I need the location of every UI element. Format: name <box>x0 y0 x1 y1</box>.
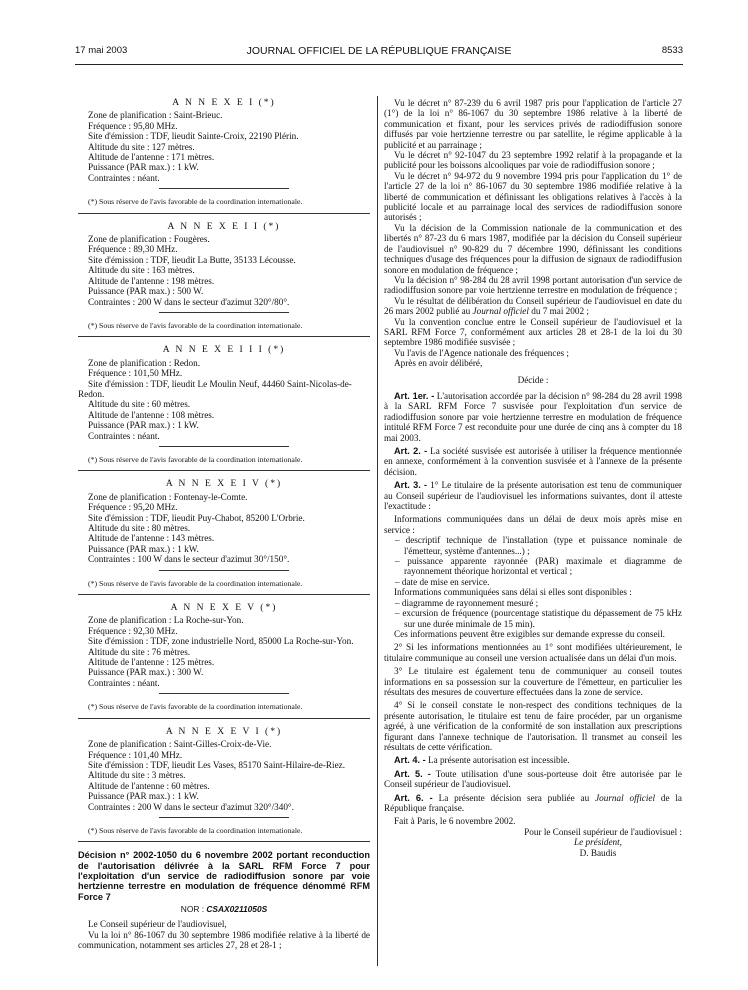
annex-line: Site d'émission : TDF, lieudit Les Vases, 85170 Saint-Hilaire-de-Riez. <box>88 759 346 770</box>
bullet-item: – descriptif technique de l'installation (type et puissance nominale de l'émetteur, système d'antennes...) ; <box>395 535 682 556</box>
article-4 <box>384 755 682 765</box>
article-2-text: La société susvisée est autorisée à utiliser la fréquence mentionnée en annexe, conformément à la convention susvisée et à l'annexe de la présente décision. <box>384 446 683 477</box>
article-6 <box>384 793 682 814</box>
vu-paragraph: Vu l'avis de l'Agence nationale des fréquences ; <box>394 347 569 358</box>
section-rule <box>78 841 370 842</box>
article-6-label: Art. 6. - <box>394 792 433 803</box>
annex-line: Contraintes : 200 W dans le secteur d'azimut 320°/80°. <box>88 296 290 307</box>
annex-line: Site d'émission : TDF, zone industrielle Nord, 85000 La Roche-sur-Yon. <box>88 636 354 647</box>
bullet-list-available <box>384 598 682 629</box>
annex-line: Fréquence : 101,50 MHz. <box>88 368 183 379</box>
vu-paragraph: Après en avoir délibéré, <box>394 358 483 369</box>
annex-line: Fréquence : 89,30 MHz. <box>88 244 178 255</box>
annex-line: Zone de planification : Redon. <box>88 357 201 368</box>
annex-rule <box>159 446 289 447</box>
vu-list <box>384 98 682 296</box>
annex-line: Altitude du site : 76 mètres. <box>88 646 191 657</box>
page-header <box>75 45 683 63</box>
annex-line: Fréquence : 101,40 MHz. <box>88 749 183 760</box>
annex-block <box>78 603 370 719</box>
bullet-item: – date de mise en service. <box>395 576 490 587</box>
signature-role: Le président, <box>574 837 622 848</box>
bullet-item: – excursion de fréquence (pourcentage statistique du dépassement de 75 kHz sur une durée minimale de 15 min). <box>395 608 682 629</box>
annex-line: Contraintes : néant. <box>88 677 160 688</box>
article-2-label: Art. 2. - <box>394 446 428 456</box>
annex-line: Contraintes : néant. <box>88 172 160 183</box>
annex-note: (*) Sous réserve de l'avis favorable de la coordination internationale. <box>88 702 303 712</box>
annex-line: Altitude de l'antenne : 143 mètres. <box>88 533 215 544</box>
annex-line: Altitude du site : 127 mètres. <box>88 141 195 152</box>
article-2 <box>384 446 682 477</box>
annex-line: Puissance (PAR max.) : 1 kW. <box>88 420 199 431</box>
article-4-label: Art. 4. - <box>394 755 426 766</box>
annex-rule <box>159 693 289 694</box>
vu-deliberation-date: du 7 mai 2002 ; <box>528 306 589 317</box>
annex-line: Puissance (PAR max.) : 1 kW. <box>88 543 199 554</box>
article-5-text: Toute utilisation d'une sous-porteuse doit être autorisée par le Conseil supérieur de l'audiovisuel. <box>384 768 682 790</box>
annex-block <box>78 222 370 338</box>
journal-officiel-ref: Journal officiel <box>472 306 529 317</box>
annex-line: Zone de planification : La Roche-sur-Yon. <box>88 615 244 626</box>
column-divider <box>377 96 378 966</box>
decision-title: Décision n° 2002-1050 du 6 novembre 2002 portant reconduction de l'autorisation délivrée à la SARL RFM Force 7 pour l'exploitation d'un service de radiodiffusion sonore par voie hertzienne terrestre en modulation de fréquence dénommé RFM Force 7 <box>78 850 370 902</box>
annex-line: Site d'émission : TDF, lieudit La Butte, 35133 Lécousse. <box>88 254 296 265</box>
annex-separator <box>78 213 370 214</box>
annex-line: Puissance (PAR max.) : 1 kW. <box>88 791 199 802</box>
article-1-text: L'autorisation accordée par la décision n° 98-284 du 28 avril 1998 à la SARL RFM Force 7 susvisée pour l'exploitation d'un service de radiodiffusion sonore par voie hertzienne terrestre en modulation de fréquence intitulé RFM Force 7 est reconduite pour une durée de cinq ans à compter du 18 mai 2003. <box>384 390 682 443</box>
annex-rule <box>159 312 289 313</box>
annex-line: Fréquence : 95,80 MHz. <box>88 120 178 131</box>
decide-heading: Décide : <box>517 374 549 385</box>
vu-paragraph: Vu le décret n° 94-972 du 9 novembre 1994 pris pour l'application du 1° de l'article 27 de la loi n° 86-1067 du 30 septembre 1986 modifiée relative à la liberté de communication et définissant les obligations relatives à l'accès à la publicité locale et au parrainage local des services de radiodiffusion sonore autorisés ; <box>384 170 682 223</box>
bullet-list-launch <box>384 535 682 587</box>
bullet-item: – diagramme de rayonnement mesuré ; <box>395 597 539 608</box>
vu-paragraph: Vu la décision de la Commission nationale de la communication et des libertés n° 87-23 du 6 mars 1987, modifiée par la décision du Conseil supérieur de l'audiovisuel n° 90-829 du 7 décembre 1990, définissant les conditions techniques d'usage des fréquences pour la diffusion de signaux de radiodiffusion sonore en modulation de fréquence ; <box>384 222 682 275</box>
annex-title: A N N E X E I V (*) <box>165 479 283 490</box>
annex-rule <box>159 570 289 571</box>
vu-deliberation <box>384 296 682 317</box>
annex-title: A N N E X E V (*) <box>170 603 278 614</box>
annex-line: Site d'émission : TDF, lieudit Le Moulin Neuf, 44460 Saint-Nicolas-de-Redon. <box>78 378 352 399</box>
journal-title: JOURNAL OFFICIEL DE LA RÉPUBLIQUE FRANÇAISE <box>246 45 512 57</box>
article-3-point-4: 4° Si le conseil constate le non-respect des conditions techniques de la présente autorisation, le titulaire est tenu de faire procéder, par un organisme agréé, à une vérification de la conformité de son installation aux prescriptions figurant dans l'annexe technique de l'autorisation. Il transmet au conseil les résultats de cette vérification. <box>384 700 682 752</box>
header-date: 17 mai 2003 <box>75 45 128 56</box>
annex-rule <box>159 817 289 818</box>
annex-line: Altitude de l'antenne : 198 mètres. <box>88 275 215 286</box>
annex-note: (*) Sous réserve de l'avis favorable de la coordination internationale. <box>88 825 303 835</box>
page-number: 8533 <box>661 45 683 56</box>
annex-line: Puissance (PAR max.) : 1 kW. <box>88 162 199 173</box>
annex-separator <box>78 594 370 595</box>
annex-note: (*) Sous réserve de l'avis favorable de la coordination internationale. <box>88 578 303 588</box>
annex-block <box>78 345 370 471</box>
article-3-text: 1° Le titulaire de la présente autorisation est tenu de communiquer au Conseil supérieur de l'audiovisuel les informations suivantes, dont il atteste l'exactitude : <box>384 480 682 512</box>
article-6-text: La présente décision sera publiée au <box>432 792 596 803</box>
info-on-request: Ces informations peuvent être exigibles sur demande expresse du conseil. <box>394 628 665 639</box>
article-1 <box>384 391 682 443</box>
article-1-label: Art. 1er. - <box>394 390 435 401</box>
annex-title: A N N E X E V I (*) <box>165 726 283 737</box>
annex-note: (*) Sous réserve de l'avis favorable de la coordination internationale. <box>88 320 303 330</box>
annex-separator <box>78 470 370 471</box>
vu-paragraph: Vu le décret n° 87-239 du 6 avril 1987 pris pour l'application de l'article 27 (1°) de la loi n° 86-1067 du 30 septembre 1986 relative à la liberté de communication et fixant, pour les services privés de radiodiffusion sonore diffusés par voie hertzienne terrestre ou par satellite, le régime applicable à la publicité et au parrainage ; <box>384 98 682 150</box>
annex-line: Zone de planification : Fougères. <box>88 234 210 245</box>
annex-line: Site d'émission : TDF, lieudit Sainte-Croix, 22190 Plérin. <box>88 131 299 142</box>
annex-line: Contraintes : néant. <box>88 430 160 441</box>
nor-code: CSAX0211050S <box>206 903 268 914</box>
article-4-text: La présente autorisation est incessible. <box>425 755 570 766</box>
annex-list <box>78 98 370 836</box>
annex-line: Puissance (PAR max.) : 500 W. <box>88 286 204 297</box>
annex-block <box>78 479 370 595</box>
annex-line: Zone de planification : Fontenay-le-Comte. <box>88 491 248 502</box>
header-rule <box>75 64 683 65</box>
annex-line: Puissance (PAR max.) : 300 W. <box>88 667 204 678</box>
annex-block <box>78 98 370 214</box>
info-after-launch: Informations communiquées dans un délai de deux mois après mise en service : <box>384 514 682 535</box>
annex-note: (*) Sous réserve de l'avis favorable de la coordination internationale. <box>88 454 303 464</box>
annex-line: Site d'émission : TDF, lieudit Puy-Chabot, 85200 L'Orbrie. <box>88 512 305 523</box>
annex-line: Contraintes : 200 W dans le secteur d'azimut 320°/340°. <box>88 801 294 812</box>
vu-deliberation-text: Vu le résultat de délibération du Conseil supérieur de l'audiovisuel en date du 26 mars 2002 publié au <box>384 295 682 317</box>
annex-title: A N N E X E I I (*) <box>167 221 281 232</box>
right-column <box>384 98 682 858</box>
article-5-label: Art. 5. - <box>394 768 431 779</box>
annex-line: Fréquence : 92,30 MHz. <box>88 625 178 636</box>
annex-separator <box>78 718 370 719</box>
article-5 <box>384 769 682 790</box>
decision-intro: Le Conseil supérieur de l'audiovisuel, <box>88 919 227 930</box>
article-3 <box>384 480 682 511</box>
annex-line: Altitude du site : 3 mètres. <box>88 770 186 781</box>
annex-line: Altitude du site : 80 mètres. <box>88 523 191 533</box>
done-at: Fait à Paris, le 6 novembre 2002. <box>394 816 516 827</box>
nor-reference <box>78 904 370 914</box>
annex-rule <box>159 188 289 189</box>
annex-line: Altitude du site : 60 mètres. <box>88 399 191 410</box>
bullet-item: – puissance apparente rayonnée (PAR) maximale et diagramme de rayonnement théorique horizontal et vertical ; <box>395 556 682 577</box>
annex-line: Altitude du site : 163 mètres. <box>88 265 195 276</box>
left-column <box>78 98 370 950</box>
annex-line: Fréquence : 95,20 MHz. <box>88 502 178 513</box>
annex-line: Contraintes : 100 W dans le secteur d'azimut 30°/150°. <box>88 554 290 565</box>
signature-for: Pour le Conseil supérieur de l'audiovisuel : <box>524 826 682 837</box>
vu-after-list <box>384 317 682 369</box>
vu-paragraph: Vu la décision n° 98-284 du 28 avril 1998 portant autorisation d'un service de radiodiffusion sonore par voie hertzienne terrestre en modulation de fréquence ; <box>384 274 682 296</box>
article-6-text-end: de la République française. <box>384 792 683 813</box>
vu-paragraph: Vu le décret n° 92-1047 du 23 septembre 1992 relatif à la propagande et la publicité pour les boissons alcooliques par voie de radiodiffusion sonore ; <box>384 150 682 171</box>
annex-line: Zone de planification : Saint-Brieuc. <box>88 110 223 121</box>
annex-title: A N N E X E I I I (*) <box>162 345 286 356</box>
annex-line: Altitude de l'antenne : 108 mètres. <box>88 409 215 420</box>
annex-line: Zone de planification : Saint-Gilles-Croix-de-Vie. <box>88 739 272 750</box>
annex-line: Altitude de l'antenne : 60 mètres. <box>88 780 210 791</box>
vu-paragraph: Vu la convention conclue entre le Conseil supérieur de l'audiovisuel et la SARL RFM Force 7, conformément aux articles 28 et 28-1 de la loi du 30 septembre 1986 modifiée susvisée ; <box>384 316 682 348</box>
annex-note: (*) Sous réserve de l'avis favorable de la coordination internationale. <box>88 197 303 207</box>
annex-line: Altitude de l'antenne : 171 mètres. <box>88 152 215 163</box>
annex-separator <box>78 336 370 337</box>
decision-vu-loi: Vu la loi n° 86-1067 du 30 septembre 1986 modifiée relative à la liberté de communication, notamment ses articles 27, 28 et 28-1 ; <box>78 929 370 951</box>
annex-title: A N N E X E I (*) <box>172 98 276 108</box>
signature-name: D. Baudis <box>579 847 617 858</box>
article-3-label: Art. 3. - <box>394 480 428 491</box>
nor-label: NOR : <box>180 903 205 914</box>
annex-line: Altitude de l'antenne : 125 mètres. <box>88 657 215 668</box>
article-6-journal: Journal officiel <box>595 792 656 803</box>
article-3-point-3: 3° Le titulaire est également tenu de communiquer au conseil toutes informations en sa possession sur la couverture de l'émetteur, en particulier les résultats des mesures de couverture effectuées dans la zone de service. <box>384 666 682 697</box>
article-3-point-2: 2° Si les informations mentionnées au 1° sont modifiées ultérieurement, le titulaire communique au conseil une version actualisée dans un délai d'un mois. <box>384 642 682 663</box>
annex-block <box>78 727 370 837</box>
info-available: Informations communiquées sans délai si elles sont disponibles : <box>394 587 632 598</box>
